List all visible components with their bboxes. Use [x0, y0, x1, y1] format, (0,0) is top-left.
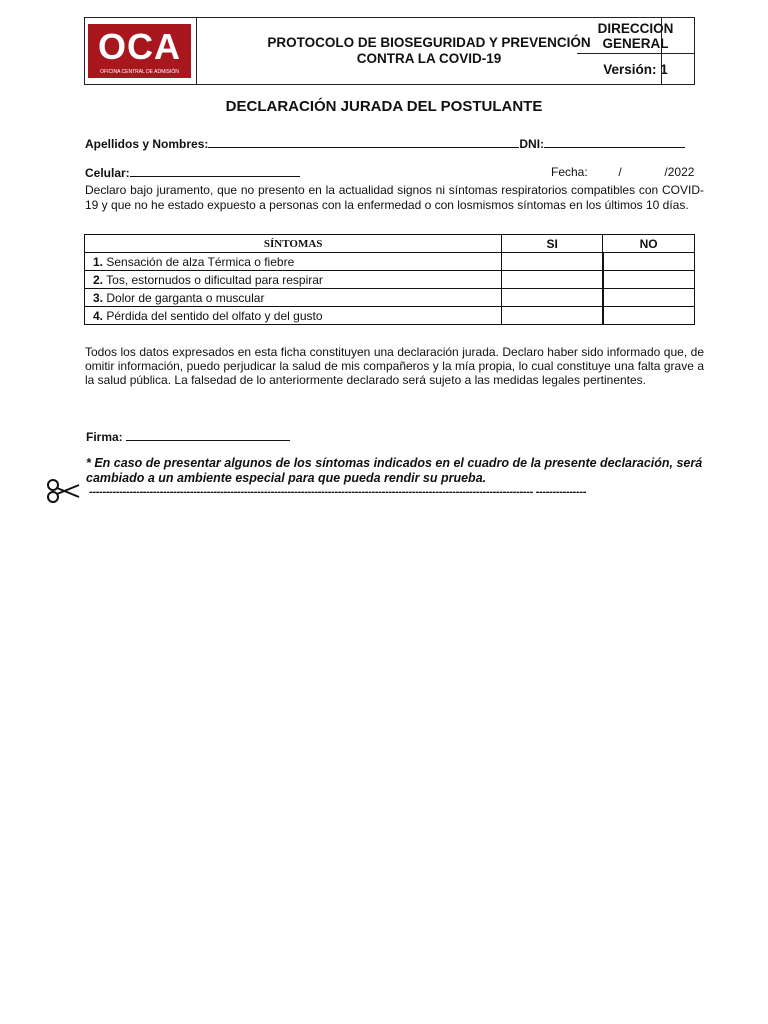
oca-logo — [88, 24, 191, 78]
symptom-number: 1. — [93, 254, 104, 269]
symptom-cell — [85, 271, 502, 289]
table-header-row — [85, 235, 695, 253]
table-row — [85, 289, 695, 307]
no-checkbox-cell[interactable] — [603, 289, 695, 307]
phone-input-line[interactable] — [130, 165, 300, 177]
logo-letters: OCA — [98, 26, 181, 67]
yes-checkbox-cell[interactable] — [502, 271, 603, 289]
symptom-text: Dolor de garganta o muscular — [106, 290, 265, 305]
no-checkbox-cell[interactable] — [603, 271, 695, 289]
department-name — [577, 18, 694, 54]
phone-label: Celular: — [85, 166, 130, 180]
table-row — [85, 307, 695, 325]
date-year: /2022 — [664, 165, 695, 179]
signature-label: Firma: — [86, 430, 123, 444]
date-row — [551, 165, 694, 179]
no-checkbox-cell[interactable] — [603, 307, 695, 325]
symptom-cell — [85, 289, 502, 307]
names-input-line[interactable] — [208, 136, 519, 148]
yes-header: SI — [502, 235, 603, 253]
protocol-title-line1: PROTOCOLO DE BIOSEGURIDAD Y PREVENCIÓN — [267, 35, 591, 50]
department-cell — [577, 18, 694, 84]
legal-paragraph: Todos los datos expresados en esta ficha constituyen una declaración jurada. Declaro haber sido informado que, de omitir información, puedo perjudicar la salud de mis compañeros y la mía propia, lo cual constituye una falta grave a la salud pública. La falsedad de lo anteriormente declarado será sujeto a las medidas legales pertinentes. — [85, 345, 704, 387]
symptom-number: 4. — [93, 308, 104, 323]
logo-subtext: OFICINA CENTRAL DE ADMISIÓN — [100, 69, 179, 75]
symptoms-header: SÍNTOMAS — [85, 235, 502, 253]
cut-line: ------------------------------------------------------------------------------------------------------------------------------------ --------------- — [89, 486, 587, 498]
names-label: Apellidos y Nombres: — [85, 137, 209, 151]
symptom-number: 2. — [93, 272, 104, 287]
no-checkbox-cell[interactable] — [603, 253, 695, 271]
date-label: Fecha: — [551, 165, 588, 179]
department-line1: DIRECCION — [597, 20, 674, 36]
covid-note: * En caso de presentar algunos de los síntomas indicados en el cuadro de la presente declaración, será cambiado a un ambiente especial para que pueda rendir su prueba. — [86, 456, 703, 485]
logo-cell — [85, 18, 197, 84]
symptom-text: Sensación de alza Térmica o fiebre — [106, 254, 295, 269]
protocol-title-line2: CONTRA LA COVID-19 — [356, 51, 502, 66]
names-dni-row — [85, 136, 685, 151]
yes-checkbox-cell[interactable] — [502, 253, 603, 271]
symptom-text: Tos, estornudos o dificultad para respirar — [106, 272, 323, 287]
yes-checkbox-cell[interactable] — [502, 289, 603, 307]
date-separator: / — [618, 165, 622, 179]
dni-label: DNI: — [519, 137, 545, 151]
declaration-paragraph: Declaro bajo juramento, que no presento en la actualidad signos ni síntomas respiratorios compatibles con COVID-19 y que no he estado expuesto a personas con la enfermedad o con losmismos síntomas en los últimos 10 días. — [85, 183, 704, 212]
symptom-number: 3. — [93, 290, 104, 305]
document-header — [84, 17, 695, 85]
version-label: Versión: 1 — [603, 61, 668, 77]
department-line2: GENERAL — [602, 35, 669, 51]
symptom-cell — [85, 253, 502, 271]
table-row — [85, 271, 695, 289]
symptoms-table — [84, 234, 695, 325]
signature-input-line[interactable] — [126, 429, 290, 441]
dni-input-line[interactable] — [544, 136, 685, 148]
yes-checkbox-cell[interactable] — [502, 307, 603, 325]
signature-row — [86, 429, 290, 444]
symptom-cell — [85, 307, 502, 325]
document-title: DECLARACIÓN JURADA DEL POSTULANTE — [225, 98, 543, 115]
symptom-text: Pérdida del sentido del olfato y del gusto — [106, 308, 323, 323]
scissors-icon — [46, 476, 82, 506]
table-row — [85, 253, 695, 271]
phone-row — [85, 165, 300, 180]
no-header: NO — [603, 235, 695, 253]
